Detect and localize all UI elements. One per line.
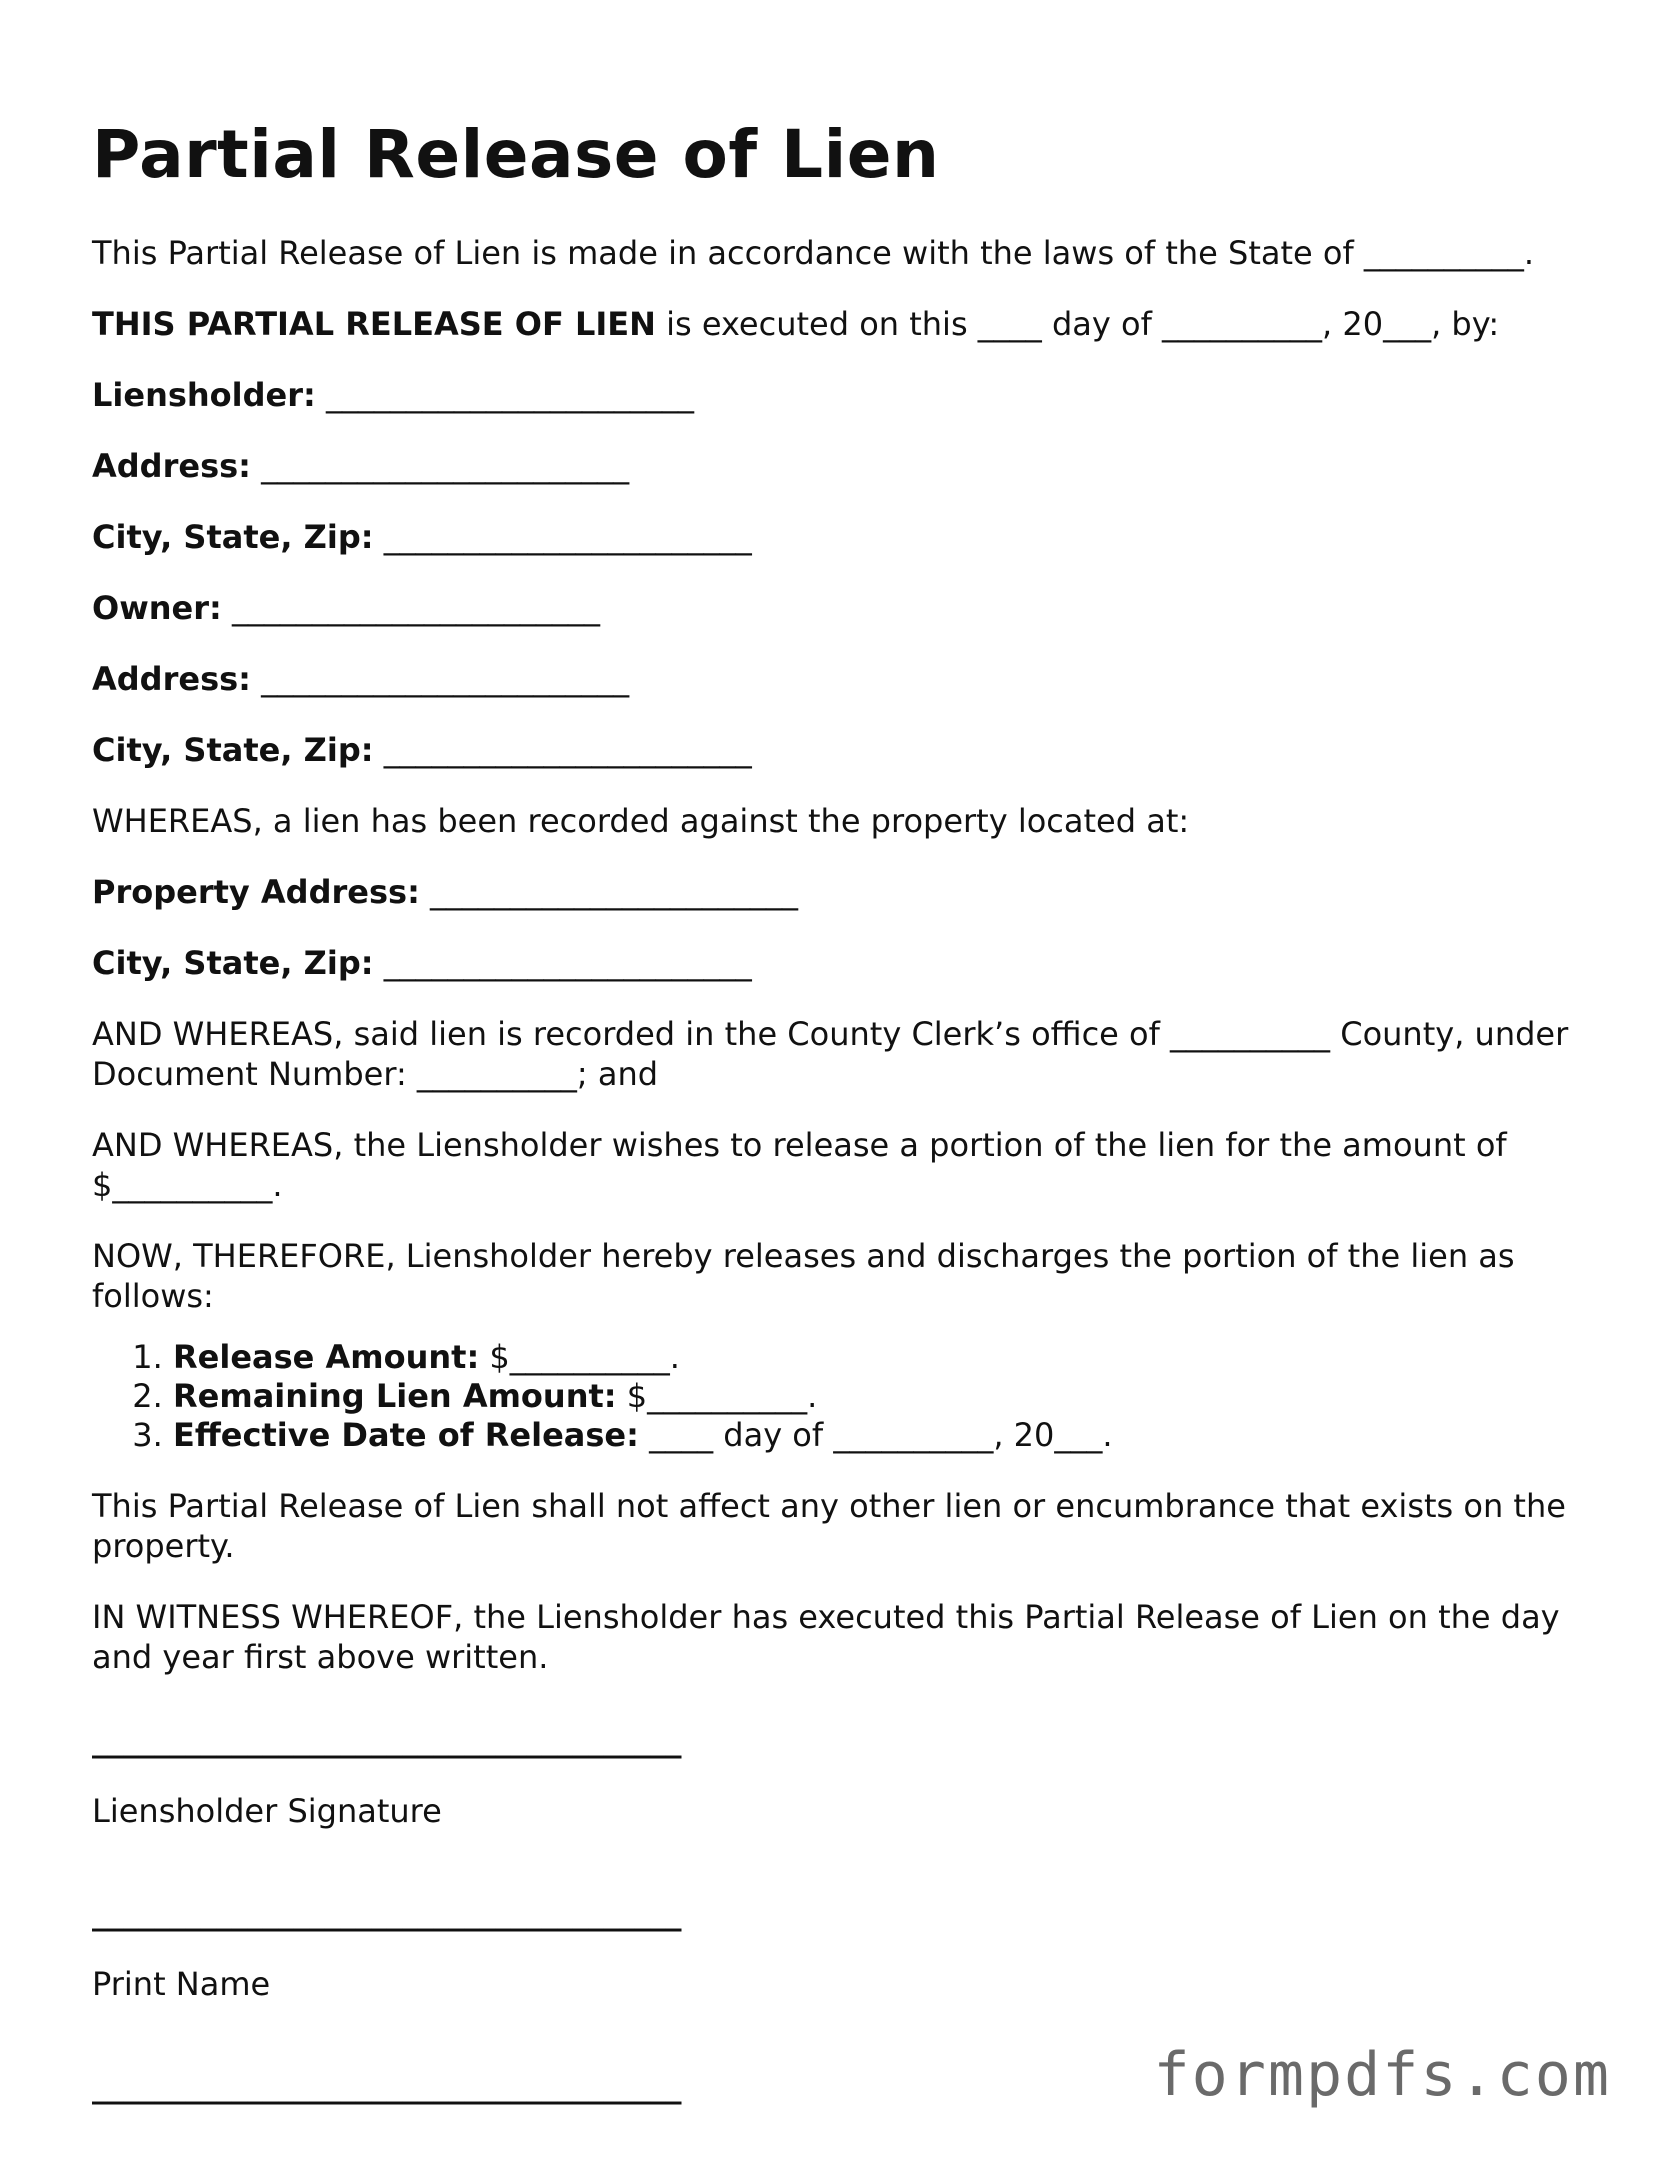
owner-address-label: Address: [92, 660, 251, 698]
lienholder-csz-blank[interactable]: _______________________ [373, 518, 752, 556]
lienholder-address-blank[interactable]: _______________________ [250, 447, 630, 485]
property-address-field[interactable] [92, 872, 1582, 912]
property-csz-field[interactable] [92, 943, 1582, 983]
owner-label: Owner: [92, 589, 222, 627]
owner-csz-field[interactable] [92, 730, 1582, 770]
effective-date-label: Effective Date of Release: [173, 1416, 639, 1454]
signature-label: Liensholder Signature [92, 1792, 442, 1830]
whereas-property-paragraph: WHEREAS, a lien has been recorded against the property located at: [92, 802, 1190, 840]
owner-csz-label: City, State, Zip: [92, 731, 374, 769]
property-csz-blank[interactable]: _______________________ [373, 944, 752, 982]
owner-address-blank[interactable]: _______________________ [250, 660, 630, 698]
list-item-release-amount [173, 1338, 1582, 1377]
property-address-blank[interactable]: _______________________ [419, 873, 799, 911]
executed-bold: THIS PARTIAL RELEASE OF LIEN [92, 305, 656, 343]
effective-date-blank[interactable]: ____ day of __________, 20___. [638, 1416, 1113, 1454]
intro-paragraph: This Partial Release of Lien is made in accordance with the laws of the State of __________. [92, 234, 1535, 272]
executed-rest: is executed on this ____ day of __________, 20___, by: [655, 305, 1500, 343]
lienholder-address-label: Address: [92, 447, 251, 485]
list-item-effective-date [173, 1416, 1582, 1455]
release-amount-label: Release Amount: [173, 1338, 480, 1376]
date-line[interactable]: ______________________________________ [92, 2067, 681, 2105]
document-title: Partial Release of Lien [92, 116, 940, 193]
print-name-label: Print Name [92, 1965, 271, 2003]
signature-line[interactable]: ______________________________________ [92, 1721, 681, 1759]
executed-paragraph [92, 304, 1582, 344]
owner-address-field[interactable] [92, 659, 1582, 699]
whereas-release-paragraph: AND WHEREAS, the Liensholder wishes to release a portion of the lien for the amount of $__________. [92, 1126, 1507, 1204]
not-affect-paragraph: This Partial Release of Lien shall not affect any other lien or encumbrance that exists on the property. [92, 1487, 1566, 1565]
witness-paragraph: IN WITNESS WHEREOF, the Liensholder has executed this Partial Release of Lien on the day and year first above written. [92, 1598, 1560, 1676]
lienholder-label: Liensholder: [92, 376, 316, 414]
owner-blank[interactable]: _______________________ [221, 589, 600, 627]
remaining-amount-label: Remaining Lien Amount: [173, 1377, 617, 1415]
whereas-recorded-paragraph: AND WHEREAS, said lien is recorded in the County Clerk’s office of __________ County, under Document Number: __________; and [92, 1015, 1569, 1093]
lienholder-csz-label: City, State, Zip: [92, 518, 374, 556]
lienholder-field[interactable] [92, 375, 1582, 415]
list-item-remaining-amount [173, 1377, 1582, 1416]
lienholder-address-field[interactable] [92, 446, 1582, 486]
lienholder-csz-field[interactable] [92, 517, 1582, 557]
print-name-line[interactable]: ______________________________________ [92, 1894, 681, 1932]
property-address-label: Property Address: [92, 873, 420, 911]
remaining-amount-blank[interactable]: $__________. [616, 1377, 818, 1415]
watermark-logo: formpdfs.com [1153, 2040, 1611, 2110]
release-amount-blank[interactable]: $__________. [479, 1338, 680, 1376]
lienholder-blank[interactable]: _______________________ [315, 376, 694, 414]
owner-csz-blank[interactable]: _______________________ [373, 731, 752, 769]
release-terms-list [92, 1338, 1582, 1455]
document-page [92, 115, 1582, 2137]
property-csz-label: City, State, Zip: [92, 944, 374, 982]
owner-field[interactable] [92, 588, 1582, 628]
now-therefore-paragraph: NOW, THEREFORE, Liensholder hereby releases and discharges the portion of the lien as follows: [92, 1237, 1515, 1315]
